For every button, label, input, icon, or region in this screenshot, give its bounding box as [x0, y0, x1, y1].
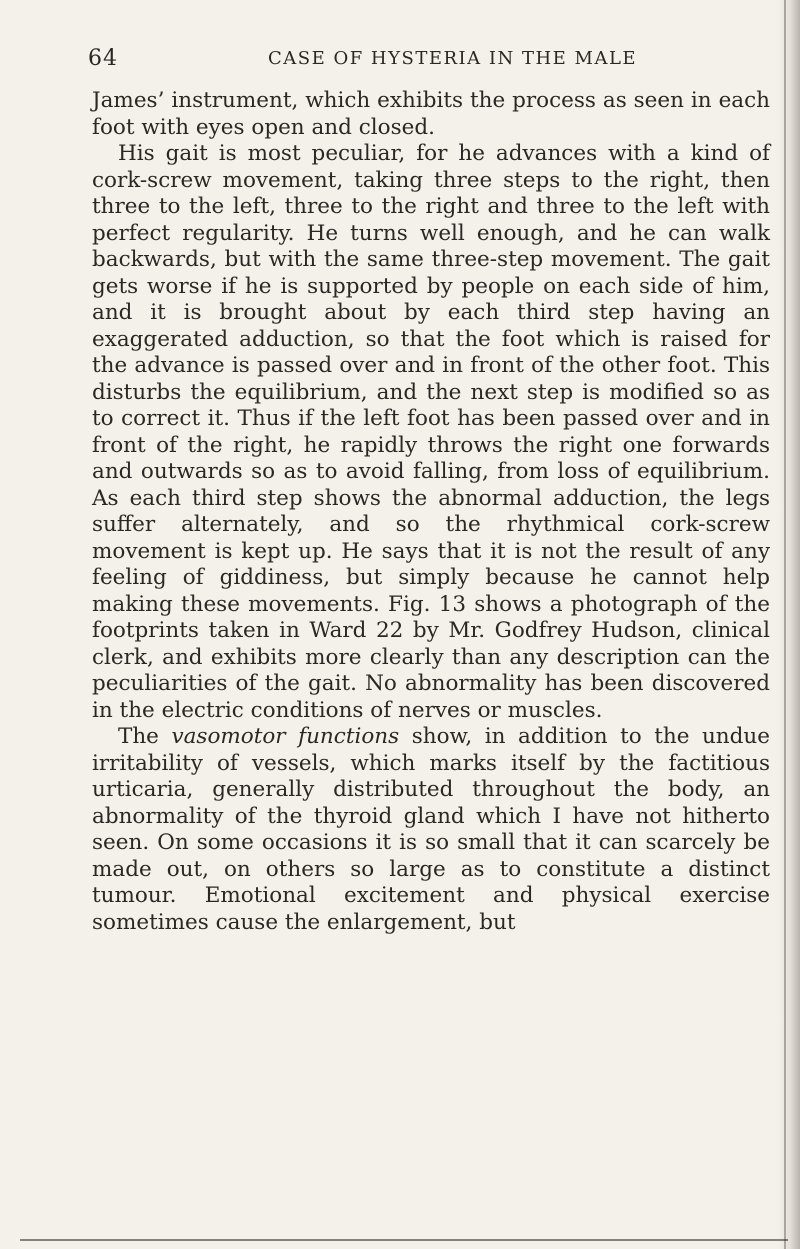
- paragraph-3-lead: The: [118, 724, 172, 749]
- body-text: [92, 88, 770, 936]
- running-title: CASE OF HYSTERIA IN THE MALE: [268, 48, 638, 69]
- paragraph-2: His gait is most peculiar, for he advances with a kind of cork-screw movement, taking three steps to the right, then three to the left, three to the right and three to the left with perfect regularity. He turns well enough, and he can walk backwards, but with the same three-step movement. The gait gets worse if he is supported by people on each side of him, and it is brought about by each third step having an exaggerated adduction, so that the foot which is raised for the advance is passed over and in front of the other foot. This disturbs the equilibrium, and the next step is modified so as to correct it. Thus if the left foot has been passed over and in front of the right, he rapidly throws the right one forwards and outwards so as to avoid falling, from loss of equilibrium. As each third step shows the abnormal adduction, the legs suffer alternately, and so the rhythmical cork-screw movement is kept up. He says that it is not the result of any feeling of giddiness, but simply because he cannot help making these movements. Fig. 13 shows a photograph of the footprints taken in Ward 22 by Mr. Godfrey Hudson, clinical clerk, and exhibits more clearly than any description can the peculiarities of the gait. No abnormality has been discovered in the electric conditions of nerves or muscles.: [92, 141, 770, 723]
- page-bottom-edge: [20, 1239, 788, 1241]
- page-edge-shadow: [778, 0, 800, 1249]
- running-head: [88, 46, 768, 72]
- paragraph-3: [92, 724, 770, 936]
- page-edge-line: [784, 0, 786, 1249]
- paragraph-1: James’ instrument, which exhibits the process as seen in each foot with eyes open and closed.: [92, 88, 770, 140]
- paragraph-3-rest: show, in addition to the undue irritability of vessels, which marks itself by the factitious urticaria, generally distributed throughout the body, an abnormality of the thyroid gland which I have not hitherto seen. On some occasions it is so small that it can scarcely be made out, on others so large as to constitute a distinct tumour. Emotional excitement and physical exercise sometimes cause the enlargement, but: [92, 724, 770, 935]
- paragraph-3-italic-term: vasomotor functions: [171, 724, 400, 749]
- page-number: 64: [88, 46, 118, 71]
